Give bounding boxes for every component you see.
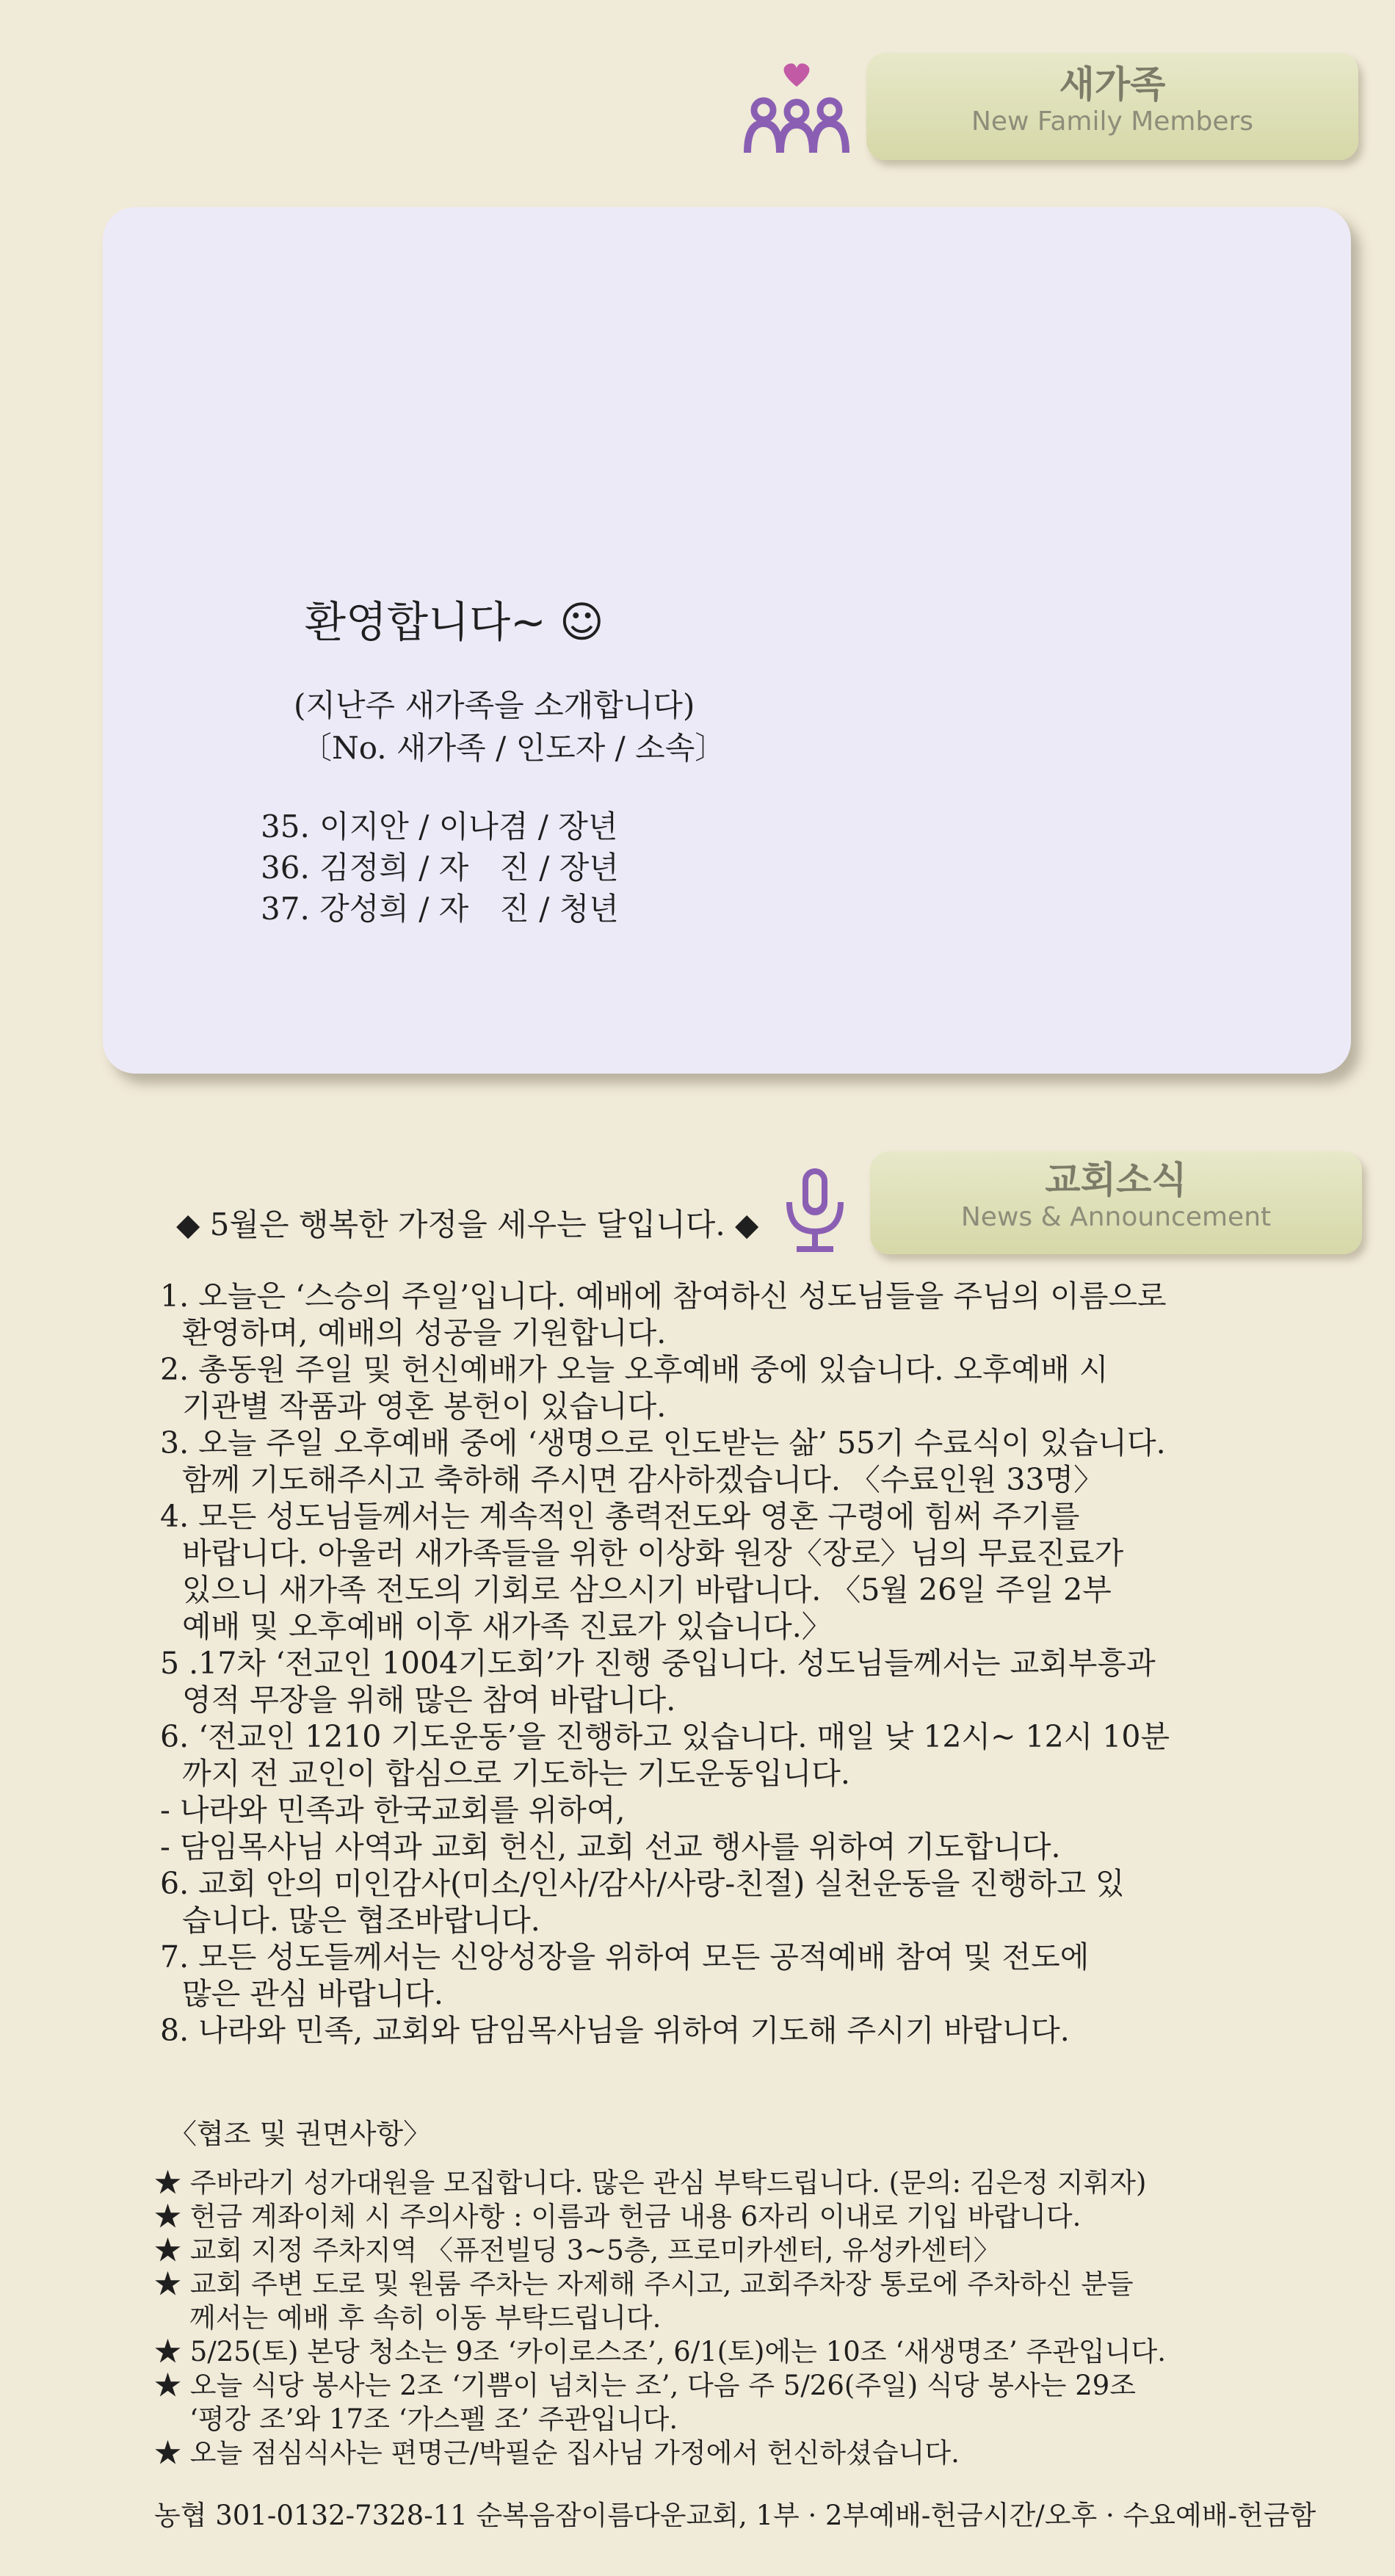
- coop-line: 께서는 예배 후 속히 이동 부탁드립니다.: [189, 2302, 662, 2334]
- news-line: - 담임목사님 사역과 교회 헌신, 교회 선교 행사를 위하여 기도합니다.: [160, 1829, 1061, 1864]
- news-line: 4. 모든 성도님들께서는 계속적인 총력전도와 영혼 구령에 힘써 주기를: [160, 1499, 1080, 1534]
- list-item: 37. 강성희 / 자 진 / 청년: [261, 891, 619, 927]
- news-line: - 나라와 민족과 한국교회를 위하여,: [160, 1792, 626, 1828]
- coop-line: ★ 주바라기 성가대원을 모집합니다. 많은 관심 부탁드립니다. (문의: 김은정 지휘자): [154, 2167, 1147, 2199]
- cooperation-list: [154, 2166, 1219, 2470]
- news-line: 환영하며, 예배의 성공을 기원합니다.: [182, 1315, 667, 1350]
- microphone-icon: [775, 1164, 855, 1259]
- news-line: 습니다. 많은 협조바랍니다.: [182, 1903, 540, 1938]
- coop-line: ★ 교회 지정 주차지역 〈퓨전빌딩 3~5층, 프로미카센터, 유성카센터〉: [154, 2235, 1001, 2266]
- coop-line: ‘평강 조’와 17조 ‘가스펠 조’ 주관입니다.: [189, 2403, 678, 2435]
- news-line: 3. 오늘 주일 오후예배 중에 ‘생명으로 인도받는 삶’ 55기 수료식이 있습니다.: [160, 1425, 1166, 1461]
- welcome-title: 환영합니다~ ☺: [305, 597, 604, 647]
- news-header: [870, 1151, 1362, 1254]
- heart-icon: [784, 63, 810, 87]
- member-columns: 〔No. 새가족 / 인도자 / 소속〕: [301, 730, 726, 766]
- news-line: 함께 기도해주시고 축하해 주시면 감사하겠습니다. 〈수료인원 33명〉: [182, 1462, 1104, 1497]
- news-line: 예배 및 오후예배 이후 새가족 진료가 있습니다.〉: [182, 1609, 832, 1644]
- section-title-en: News & Announcement: [960, 1202, 1272, 1232]
- welcome-card: [103, 207, 1351, 1074]
- news-line: 기관별 작품과 영혼 봉헌이 있습니다.: [182, 1389, 667, 1424]
- coop-line: ★ 오늘 점심식사는 편명근/박필순 집사님 가정에서 헌신하셨습니다.: [154, 2437, 960, 2469]
- news-line: 있으니 새가족 전도의 기회로 삼으시기 바랍니다. 〈5월 26일 주일 2부: [182, 1572, 1112, 1607]
- list-item: 36. 김정희 / 자 진 / 장년: [261, 850, 619, 886]
- news-line: 5 .17차 ‘전교인 1004기도회’가 진행 중입니다. 성도님들께서는 교회부흥과: [160, 1646, 1156, 1681]
- news-line: 6. ‘전교인 1210 기도운동’을 진행하고 있습니다. 매일 낮 12시~ 12시 10분: [160, 1719, 1170, 1754]
- news-line: 바랍니다. 아울러 새가족들을 위한 이상화 원장〈장로〉님의 무료진료가: [182, 1535, 1124, 1571]
- family-icon: [734, 59, 859, 162]
- welcome-intro: (지난주 새가족을 소개합니다): [294, 687, 695, 723]
- bank-account-line: 농협 301-0132-7328-11 순복음잠이름다운교회, 1부 · 2부예배-헌금시간/오후 · 수요예배-헌금함: [154, 2500, 1316, 2531]
- news-line: 많은 관심 바랍니다.: [182, 1976, 443, 2011]
- member-list: [261, 806, 619, 930]
- news-line: 8. 나라와 민족, 교회와 담임목사님을 위하여 기도해 주시기 바랍니다.: [160, 2013, 1070, 2048]
- cooperation-title: 〈협조 및 권면사항〉: [169, 2118, 432, 2150]
- list-item: 35. 이지안 / 이나겸 / 장년: [261, 808, 618, 844]
- news-line: 영적 무장을 위해 많은 참여 바랍니다.: [182, 1682, 676, 1718]
- news-list: [160, 1278, 1188, 2049]
- news-line: 1. 오늘은 ‘스승의 주일’입니다. 예배에 참여하신 성도님들을 주님의 이름으로: [160, 1278, 1167, 1314]
- section-title-ko: 새가족: [1059, 63, 1166, 106]
- news-line: 6. 교회 안의 미인감사(미소/인사/감사/사랑-친절) 실천운동을 진행하고 있: [160, 1866, 1125, 1901]
- coop-line: ★ 헌금 계좌이체 시 주의사항 : 이름과 헌금 내용 6자리 이내로 기입 바랍니다.: [154, 2201, 1081, 2232]
- new-family-header: [866, 53, 1358, 160]
- coop-line: ★ 교회 주변 도로 및 원룸 주차는 자제해 주시고, 교회주차장 통로에 주차하신 분들: [154, 2268, 1134, 2300]
- month-theme: ◆ 5월은 행복한 가정을 세우는 달입니다. ◆: [176, 1206, 759, 1242]
- section-title-ko: 교회소식: [1045, 1159, 1187, 1201]
- news-line: 2. 총동원 주일 및 헌신예배가 오늘 오후예배 중에 있습니다. 오후예배 시: [160, 1352, 1109, 1387]
- news-line: 7. 모든 성도들께서는 신앙성장을 위하여 모든 공적예배 참여 및 전도에: [160, 1939, 1090, 1975]
- coop-line: ★ 5/25(토) 본당 청소는 9조 ‘카이로스조’, 6/1(토)에는 10조 ‘새생명조’ 주관입니다.: [154, 2336, 1166, 2367]
- section-title-en: New Family Members: [971, 106, 1254, 137]
- news-line: 까지 전 교인이 합심으로 기도하는 기도운동입니다.: [182, 1756, 850, 1791]
- coop-line: ★ 오늘 식당 봉사는 2조 ‘기쁨이 넘치는 조’, 다음 주 5/26(주일) 식당 봉사는 29조: [154, 2370, 1137, 2401]
